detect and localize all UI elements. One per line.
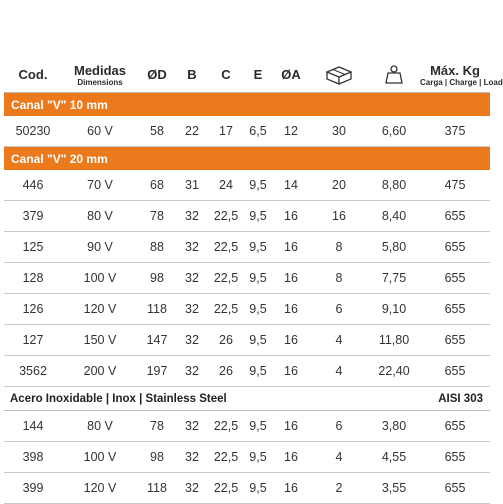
col-header-oa: ØA bbox=[272, 58, 310, 93]
cell-maxkg: 655 bbox=[420, 473, 490, 504]
cell-cod: 446 bbox=[4, 170, 62, 201]
cell-oa: 12 bbox=[272, 116, 310, 147]
col-header-maxkg: Máx. Kg Carga | Charge | Load bbox=[420, 58, 490, 93]
section-title: Canal "V" 20 mm bbox=[4, 147, 490, 171]
cell-medidas: 200 V bbox=[62, 356, 138, 387]
cell-weight: 5,80 bbox=[368, 232, 420, 263]
cell-oa: 16 bbox=[272, 294, 310, 325]
cell-c: 22,5 bbox=[208, 232, 244, 263]
cell-weight: 8,40 bbox=[368, 201, 420, 232]
cell-od: 147 bbox=[138, 325, 176, 356]
col-header-od: ØD bbox=[138, 58, 176, 93]
cell-e: 9,5 bbox=[244, 170, 272, 201]
cell-od: 118 bbox=[138, 294, 176, 325]
cell-medidas: 100 V bbox=[62, 263, 138, 294]
cell-e: 9,5 bbox=[244, 201, 272, 232]
cell-c: 22,5 bbox=[208, 473, 244, 504]
col-header-medidas: Medidas Dimensions bbox=[62, 58, 138, 93]
cell-medidas: 100 V bbox=[62, 442, 138, 473]
cell-c: 22,5 bbox=[208, 442, 244, 473]
cell-weight: 6,60 bbox=[368, 116, 420, 147]
spec-table bbox=[4, 58, 503, 504]
cell-od: 78 bbox=[138, 201, 176, 232]
cell-e: 9,5 bbox=[244, 263, 272, 294]
cell-weight: 22,40 bbox=[368, 356, 420, 387]
cell-oa: 16 bbox=[272, 232, 310, 263]
cell-od: 98 bbox=[138, 263, 176, 294]
cell-weight: 9,10 bbox=[368, 294, 420, 325]
cell-cod: 398 bbox=[4, 442, 62, 473]
cell-od: 88 bbox=[138, 232, 176, 263]
cell-box: 20 bbox=[310, 170, 368, 201]
col-header-e: E bbox=[244, 58, 272, 93]
cell-b: 32 bbox=[176, 294, 208, 325]
section-title: Acero Inoxidable | Inox | Stainless Steel bbox=[4, 387, 368, 411]
cell-cod: 128 bbox=[4, 263, 62, 294]
cell-box: 30 bbox=[310, 116, 368, 147]
cell-b: 32 bbox=[176, 325, 208, 356]
cell-weight: 3,55 bbox=[368, 473, 420, 504]
cell-maxkg: 655 bbox=[420, 201, 490, 232]
cell-e: 9,5 bbox=[244, 411, 272, 442]
table-row bbox=[4, 201, 490, 232]
cell-oa: 16 bbox=[272, 411, 310, 442]
cell-oa: 14 bbox=[272, 170, 310, 201]
cell-maxkg: 475 bbox=[420, 170, 490, 201]
table-row bbox=[4, 170, 490, 201]
cell-box: 2 bbox=[310, 473, 368, 504]
cell-od: 68 bbox=[138, 170, 176, 201]
cell-cod: 399 bbox=[4, 473, 62, 504]
cell-oa: 16 bbox=[272, 473, 310, 504]
cell-weight: 3,80 bbox=[368, 411, 420, 442]
cell-b: 32 bbox=[176, 201, 208, 232]
cell-medidas: 60 V bbox=[62, 116, 138, 147]
cell-b: 32 bbox=[176, 232, 208, 263]
cell-e: 9,5 bbox=[244, 325, 272, 356]
cell-box: 6 bbox=[310, 411, 368, 442]
cell-medidas: 80 V bbox=[62, 201, 138, 232]
cell-b: 22 bbox=[176, 116, 208, 147]
cell-maxkg: 375 bbox=[420, 116, 490, 147]
box-icon bbox=[324, 64, 354, 86]
cell-b: 32 bbox=[176, 356, 208, 387]
cell-maxkg: 655 bbox=[420, 294, 490, 325]
cell-c: 26 bbox=[208, 325, 244, 356]
cell-oa: 16 bbox=[272, 442, 310, 473]
cell-od: 197 bbox=[138, 356, 176, 387]
table-row bbox=[4, 442, 490, 473]
col-header-c: C bbox=[208, 58, 244, 93]
cell-maxkg: 655 bbox=[420, 356, 490, 387]
col-header-cod: Cod. bbox=[4, 58, 62, 93]
cell-cod: 126 bbox=[4, 294, 62, 325]
cell-box: 16 bbox=[310, 201, 368, 232]
cell-weight: 7,75 bbox=[368, 263, 420, 294]
cell-b: 32 bbox=[176, 411, 208, 442]
cell-box: 4 bbox=[310, 356, 368, 387]
section-title-right: AISI 303 bbox=[368, 387, 490, 411]
cell-e: 9,5 bbox=[244, 442, 272, 473]
cell-c: 24 bbox=[208, 170, 244, 201]
cell-medidas: 90 V bbox=[62, 232, 138, 263]
section-header-row bbox=[4, 387, 490, 411]
cell-medidas: 80 V bbox=[62, 411, 138, 442]
table-row bbox=[4, 356, 490, 387]
cell-box: 8 bbox=[310, 232, 368, 263]
table-row bbox=[4, 411, 490, 442]
cell-od: 98 bbox=[138, 442, 176, 473]
cell-b: 31 bbox=[176, 170, 208, 201]
cell-c: 22,5 bbox=[208, 201, 244, 232]
header-row bbox=[4, 58, 490, 93]
cell-e: 9,5 bbox=[244, 232, 272, 263]
table-row bbox=[4, 116, 490, 147]
cell-cod: 50230 bbox=[4, 116, 62, 147]
cell-medidas: 70 V bbox=[62, 170, 138, 201]
cell-box: 4 bbox=[310, 442, 368, 473]
cell-cod: 125 bbox=[4, 232, 62, 263]
cell-c: 26 bbox=[208, 356, 244, 387]
weight-icon bbox=[383, 64, 405, 86]
cell-oa: 16 bbox=[272, 263, 310, 294]
cell-c: 22,5 bbox=[208, 411, 244, 442]
cell-weight: 11,80 bbox=[368, 325, 420, 356]
section-header-row bbox=[4, 93, 490, 117]
section-title: Canal "V" 10 mm bbox=[4, 93, 490, 117]
cell-c: 22,5 bbox=[208, 294, 244, 325]
table-row bbox=[4, 473, 490, 504]
cell-b: 32 bbox=[176, 473, 208, 504]
cell-medidas: 120 V bbox=[62, 473, 138, 504]
cell-b: 32 bbox=[176, 263, 208, 294]
cell-cod: 127 bbox=[4, 325, 62, 356]
cell-c: 22,5 bbox=[208, 263, 244, 294]
cell-cod: 3562 bbox=[4, 356, 62, 387]
cell-weight: 4,55 bbox=[368, 442, 420, 473]
cell-od: 78 bbox=[138, 411, 176, 442]
cell-e: 9,5 bbox=[244, 294, 272, 325]
cell-maxkg: 655 bbox=[420, 232, 490, 263]
cell-od: 58 bbox=[138, 116, 176, 147]
cell-od: 118 bbox=[138, 473, 176, 504]
cell-maxkg: 655 bbox=[420, 411, 490, 442]
cell-e: 9,5 bbox=[244, 356, 272, 387]
cell-oa: 16 bbox=[272, 325, 310, 356]
cell-e: 9,5 bbox=[244, 473, 272, 504]
cell-oa: 16 bbox=[272, 201, 310, 232]
cell-medidas: 120 V bbox=[62, 294, 138, 325]
col-header-weight bbox=[368, 58, 420, 93]
cell-box: 8 bbox=[310, 263, 368, 294]
cell-maxkg: 655 bbox=[420, 263, 490, 294]
table-row bbox=[4, 294, 490, 325]
col-header-b: B bbox=[176, 58, 208, 93]
cell-cod: 144 bbox=[4, 411, 62, 442]
cell-medidas: 150 V bbox=[62, 325, 138, 356]
cell-oa: 16 bbox=[272, 356, 310, 387]
cell-b: 32 bbox=[176, 442, 208, 473]
cell-maxkg: 655 bbox=[420, 325, 490, 356]
cell-cod: 379 bbox=[4, 201, 62, 232]
cell-maxkg: 655 bbox=[420, 442, 490, 473]
cell-box: 4 bbox=[310, 325, 368, 356]
section-header-row bbox=[4, 147, 490, 171]
table-row bbox=[4, 263, 490, 294]
col-header-box bbox=[310, 58, 368, 93]
table-row bbox=[4, 325, 490, 356]
cell-box: 6 bbox=[310, 294, 368, 325]
cell-c: 17 bbox=[208, 116, 244, 147]
cell-e: 6,5 bbox=[244, 116, 272, 147]
cell-weight: 8,80 bbox=[368, 170, 420, 201]
table-row bbox=[4, 232, 490, 263]
